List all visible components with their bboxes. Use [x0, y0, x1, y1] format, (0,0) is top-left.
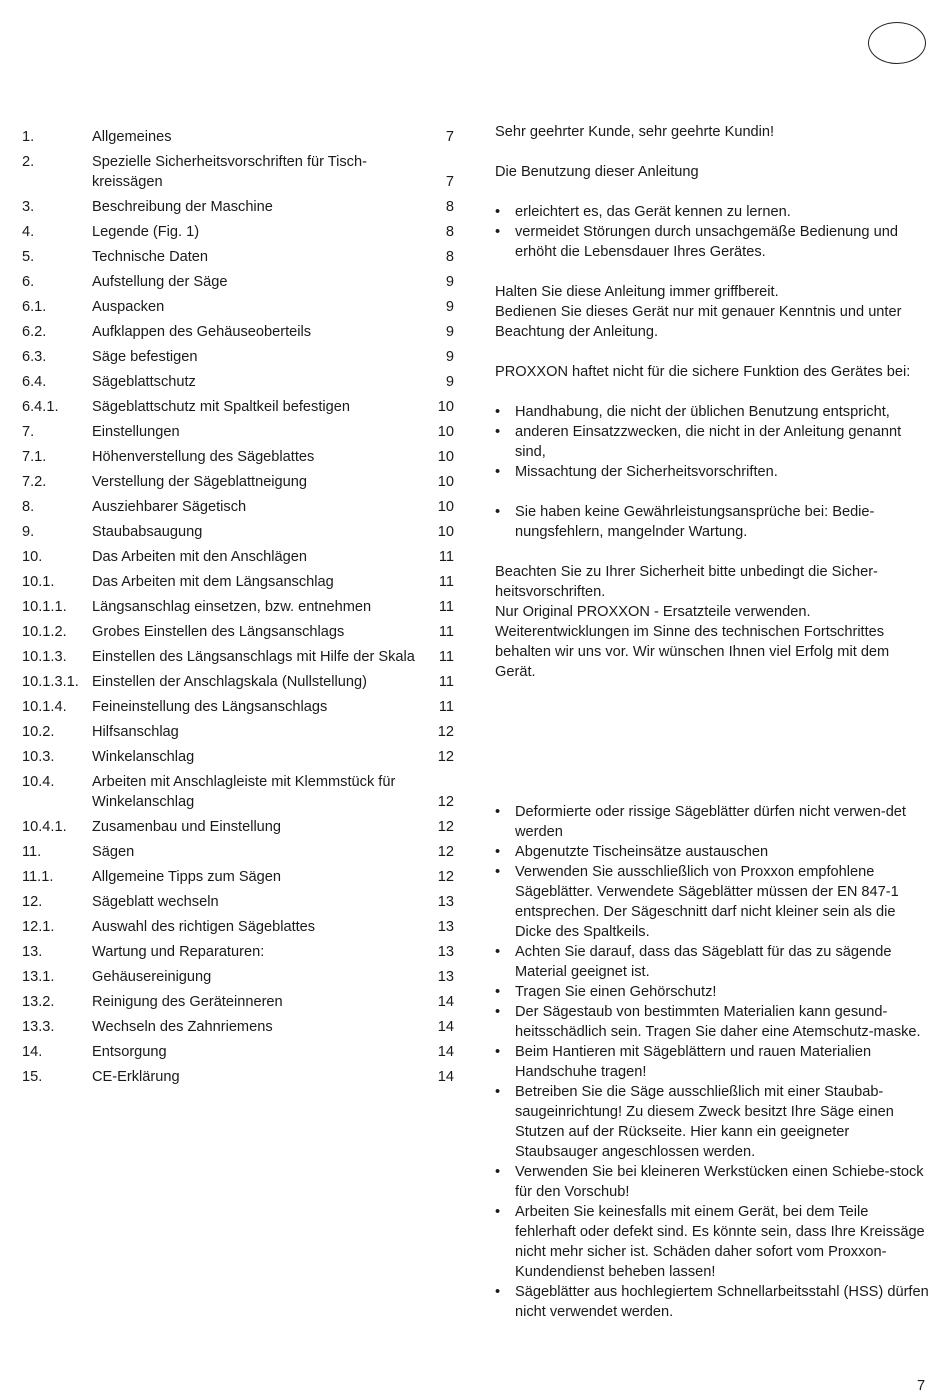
safety-note: Beachten Sie zu Ihrer Sicherheit bitte unbedingt die Sicher-heitsvorschriften. [495, 564, 878, 600]
toc-row [22, 842, 458, 862]
list-item: • Missachtung der Sicherheitsvorschriften. [495, 462, 930, 482]
toc-title: Auswahl des richtigen Sägeblattes [92, 919, 316, 935]
toc-row [22, 447, 458, 467]
toc-row [22, 422, 458, 442]
toc-row [22, 322, 458, 342]
toc-title: Allgemeine Tipps zum Sägen [92, 869, 282, 885]
toc-page: 12 [437, 819, 454, 835]
toc-number: 12. [22, 894, 43, 910]
toc-page: 9 [445, 349, 454, 365]
toc-page: 11 [438, 549, 454, 565]
warranty-bullets [495, 502, 930, 542]
toc-number: 10.1. [22, 574, 55, 590]
toc-page: 14 [437, 1019, 454, 1035]
toc-title: Das Arbeiten mit dem Längsanschlag [92, 574, 334, 590]
toc-title: Spezielle Sicherheitsvorschriften für Tisch-kreissägen [92, 154, 367, 190]
toc-page: 11 [438, 699, 454, 715]
toc-title: Reinigung des Geräteinneren [92, 994, 283, 1010]
toc-page: 14 [437, 994, 454, 1010]
toc-number: 10.3. [22, 749, 55, 765]
toc-title: Technische Daten [92, 249, 209, 265]
toc-number: 15. [22, 1069, 43, 1085]
toc-title: Feineinstellung des Längsanschlags [92, 699, 328, 715]
toc-page: 13 [437, 944, 454, 960]
toc-number: 13. [22, 944, 43, 960]
toc-row [22, 522, 458, 542]
toc-row [22, 672, 458, 692]
toc-title: Gehäusereinigung [92, 969, 212, 985]
list-item: • Arbeiten Sie keinesfalls mit einem Gerät, bei dem Teile fehlerhaft oder defekt sind. Es könnte sein, dass Ihre Kreissäge nicht mehr sicher ist. Schäden daher sofort vom Proxxon-Kundendienst beheben lassen! [495, 1202, 930, 1282]
toc-row [22, 127, 458, 147]
toc-title: Sägeblatt wechseln [92, 894, 219, 910]
liability-note: PROXXON haftet nicht für die sichere Funktion des Gerätes bei: [495, 364, 911, 380]
toc-row [22, 222, 458, 242]
toc-page: 13 [437, 894, 454, 910]
toc-title: Längsanschlag einsetzen, bzw. entnehmen [92, 599, 372, 615]
toc-page: 12 [437, 869, 454, 885]
toc-number: 10.1.2. [22, 624, 67, 640]
toc-row [22, 197, 458, 217]
toc-page: 9 [445, 324, 454, 340]
toc-number: 13.1. [22, 969, 55, 985]
toc-row [22, 247, 458, 267]
toc-title: Verstellung der Sägeblattneigung [92, 474, 308, 490]
toc-title: Sägen [92, 844, 135, 860]
toc-page: 12 [437, 794, 454, 810]
toc-page: 10 [437, 524, 454, 540]
toc-title: Arbeiten mit Anschlagleiste mit Klemmstück für Winkelanschlag [92, 774, 396, 810]
toc-page: 12 [437, 844, 454, 860]
toc-row [22, 497, 458, 517]
toc-row [22, 917, 458, 937]
toc-number: 7.1. [22, 449, 47, 465]
toc-number: 1. [22, 129, 35, 145]
list-item: • Abgenutzte Tischeinsätze austauschen [495, 842, 930, 862]
toc-title: Allgemeines [92, 129, 172, 145]
toc-number: 9. [22, 524, 35, 540]
toc-page: 7 [445, 174, 454, 190]
toc-title: Einstellen des Längsanschlags mit Hilfe der Skala [92, 649, 415, 665]
toc-page: 7 [445, 129, 454, 145]
toc-title: Legende (Fig. 1) [92, 224, 200, 240]
toc-page: 9 [445, 299, 454, 315]
toc-number: 13.2. [22, 994, 55, 1010]
list-item: • Sie haben keine Gewährleistungsansprüche bei: Bedie-nungsfehlern, mangelnder Wartung. [495, 502, 930, 542]
list-item: • Der Sägestaub von bestimmten Materialien kann gesund-heitsschädlich sein. Tragen Sie daher eine Atemschutz-maske. [495, 1002, 930, 1042]
toc-row [22, 992, 458, 1012]
toc-number: 5. [22, 249, 35, 265]
toc-page: 12 [437, 724, 454, 740]
toc-number: 8. [22, 499, 35, 515]
toc-number: 10. [22, 549, 43, 565]
toc-number: 14. [22, 1044, 43, 1060]
toc-page: 12 [437, 749, 454, 765]
toc-number: 7.2. [22, 474, 47, 490]
toc-page: 10 [437, 424, 454, 440]
toc-row [22, 747, 458, 767]
toc-row [22, 547, 458, 567]
toc-title: Sägeblattschutz mit Spaltkeil befestigen [92, 399, 350, 415]
toc-row [22, 372, 458, 392]
toc-title: Ausziehbarer Sägetisch [92, 499, 247, 515]
list-item: • Sägeblätter aus hochlegiertem Schnellarbeitsstahl (HSS) dürfen nicht verwendet werden. [495, 1282, 930, 1322]
toc-title: Wechseln des Zahnriemens [92, 1019, 273, 1035]
toc-page: 10 [437, 449, 454, 465]
toc-page: 8 [445, 224, 454, 240]
list-item: • Verwenden Sie bei kleineren Werkstücken einen Schiebe-stock für den Vorschub! [495, 1162, 930, 1202]
toc-title: Hilfsanschlag [92, 724, 179, 740]
list-item: • erleichtert es, das Gerät kennen zu lernen. [495, 202, 930, 222]
toc-row [22, 892, 458, 912]
safety-bullets [495, 802, 930, 1322]
toc-row [22, 1042, 458, 1062]
toc-title: Sägeblattschutz [92, 374, 196, 390]
toc-page: 14 [437, 1069, 454, 1085]
usage-heading: Die Benutzung dieser Anleitung [495, 164, 699, 180]
toc-number: 11.1. [22, 869, 54, 885]
toc-page: 14 [437, 1044, 454, 1060]
toc-number: 7. [22, 424, 35, 440]
toc-page: 9 [445, 374, 454, 390]
toc-row [22, 152, 458, 192]
toc-row [22, 967, 458, 987]
toc-row [22, 597, 458, 617]
toc-number: 6.1. [22, 299, 47, 315]
list-item: • Tragen Sie einen Gehörschutz! [495, 982, 930, 1002]
toc-row [22, 472, 458, 492]
toc-title: Höhenverstellung des Sägeblattes [92, 449, 315, 465]
toc-title: Aufklappen des Gehäuseoberteils [92, 324, 312, 340]
list-item: • anderen Einsatzzwecken, die nicht in der Anleitung genannt sind, [495, 422, 930, 462]
toc-page: 10 [437, 399, 454, 415]
toc-row [22, 647, 458, 667]
toc-number: 6. [22, 274, 35, 290]
usage-bullets [495, 202, 930, 262]
toc-number: 6.4.1. [22, 399, 59, 415]
toc-page: 11 [438, 649, 454, 665]
toc-page: 11 [438, 599, 454, 615]
toc-number: 10.4.1. [22, 819, 67, 835]
toc-number: 10.1.4. [22, 699, 67, 715]
toc-number: 10.1.1. [22, 599, 67, 615]
toc-row [22, 622, 458, 642]
toc-number: 11. [22, 844, 42, 860]
toc-title: Wartung und Reparaturen: [92, 944, 265, 960]
toc-title: Staubabsaugung [92, 524, 203, 540]
toc-page: 8 [445, 199, 454, 215]
toc-page: 10 [437, 499, 454, 515]
toc-row [22, 572, 458, 592]
toc-row [22, 1067, 458, 1087]
toc-number: 4. [22, 224, 35, 240]
toc-number: 13.3. [22, 1019, 55, 1035]
toc-row [22, 272, 458, 292]
liability-bullets [495, 402, 930, 482]
toc-row [22, 347, 458, 367]
list-item: • Betreiben Sie die Säge ausschließlich mit einer Staubab-saugeinrichtung! Zu diesem Zweck besitzt Ihre Säge einen Stutzen auf der Rückseite. Hier kann ein geeigneter Staubsauger angeschlossen werden. [495, 1082, 930, 1162]
toc-title: CE-Erklärung [92, 1069, 180, 1085]
toc-number: 10.4. [22, 774, 55, 790]
toc-row [22, 297, 458, 317]
toc-row [22, 942, 458, 962]
page-number: 7 [917, 1378, 926, 1394]
toc-page: 11 [438, 624, 454, 640]
list-item: • Achten Sie darauf, dass das Sägeblatt für das zu sägende Material geeignet ist. [495, 942, 930, 982]
toc-title: Grobes Einstellen des Längsanschlags [92, 624, 345, 640]
keep-ready-note: Halten Sie diese Anleitung immer griffbereit. [495, 284, 779, 300]
toc-row [22, 697, 458, 717]
original-parts-note: Nur Original PROXXON - Ersatzteile verwenden. [495, 604, 811, 620]
toc-title: Einstellungen [92, 424, 180, 440]
toc-row [22, 867, 458, 887]
toc-title: Entsorgung [92, 1044, 167, 1060]
toc-number: 10.1.3. [22, 649, 67, 665]
toc-row [22, 397, 458, 417]
toc-page: 13 [437, 919, 454, 935]
toc-title: Einstellen der Anschlagskala (Nullstellung) [92, 674, 367, 690]
toc-row [22, 817, 458, 837]
right-column [495, 122, 930, 1322]
toc-number: 3. [22, 199, 35, 215]
list-item: • Verwenden Sie ausschließlich von Proxxon empfohlene Sägeblätter. Verwendete Sägeblätter müssen der EN 847-1 entsprechen. Der Sägeschnitt darf nicht kleiner sein als die Dicke des Spaltkeils. [495, 862, 930, 942]
list-item: • Handhabung, die nicht der üblichen Benutzung entspricht, [495, 402, 930, 422]
toc-title: Aufstellung der Säge [92, 274, 228, 290]
toc-row [22, 1017, 458, 1037]
development-note: Weiterentwicklungen im Sinne des technischen Fortschrittes behalten wir uns vor. Wir wünschen Ihnen viel Erfolg mit dem Gerät. [495, 624, 890, 680]
toc-page: 11 [438, 574, 454, 590]
list-item: • vermeidet Störungen durch unsachgemäße Bedienung und erhöht die Lebensdauer Ihres Gerätes. [495, 222, 930, 262]
toc-page: 10 [437, 474, 454, 490]
toc-number: 10.1.3.1. [22, 674, 79, 690]
toc-number: 12.1. [22, 919, 55, 935]
toc-number: 6.3. [22, 349, 47, 365]
toc-number: 10.2. [22, 724, 55, 740]
greeting: Sehr geehrter Kunde, sehr geehrte Kundin! [495, 124, 775, 140]
table-of-contents [22, 127, 458, 1092]
list-item: • Beim Hantieren mit Sägeblättern und rauen Materialien Handschuhe tragen! [495, 1042, 930, 1082]
operate-note: Bedienen Sie dieses Gerät nur mit genauer Kenntnis und unter Beachtung der Anleitung. [495, 304, 902, 340]
toc-title: Säge befestigen [92, 349, 198, 365]
toc-row [22, 772, 458, 812]
toc-page: 11 [438, 674, 454, 690]
toc-title: Winkelanschlag [92, 749, 195, 765]
language-marker-oval [868, 22, 926, 64]
toc-row [22, 722, 458, 742]
toc-number: 6.2. [22, 324, 47, 340]
toc-title: Auspacken [92, 299, 165, 315]
toc-page: 9 [445, 274, 454, 290]
list-item: • Deformierte oder rissige Sägeblätter dürfen nicht verwen-det werden [495, 802, 930, 842]
toc-title: Das Arbeiten mit den Anschlägen [92, 549, 307, 565]
toc-number: 2. [22, 154, 35, 170]
toc-title: Beschreibung der Maschine [92, 199, 273, 215]
toc-page: 8 [445, 249, 454, 265]
toc-title: Zusamenbau und Einstellung [92, 819, 282, 835]
toc-number: 6.4. [22, 374, 47, 390]
toc-page: 13 [437, 969, 454, 985]
